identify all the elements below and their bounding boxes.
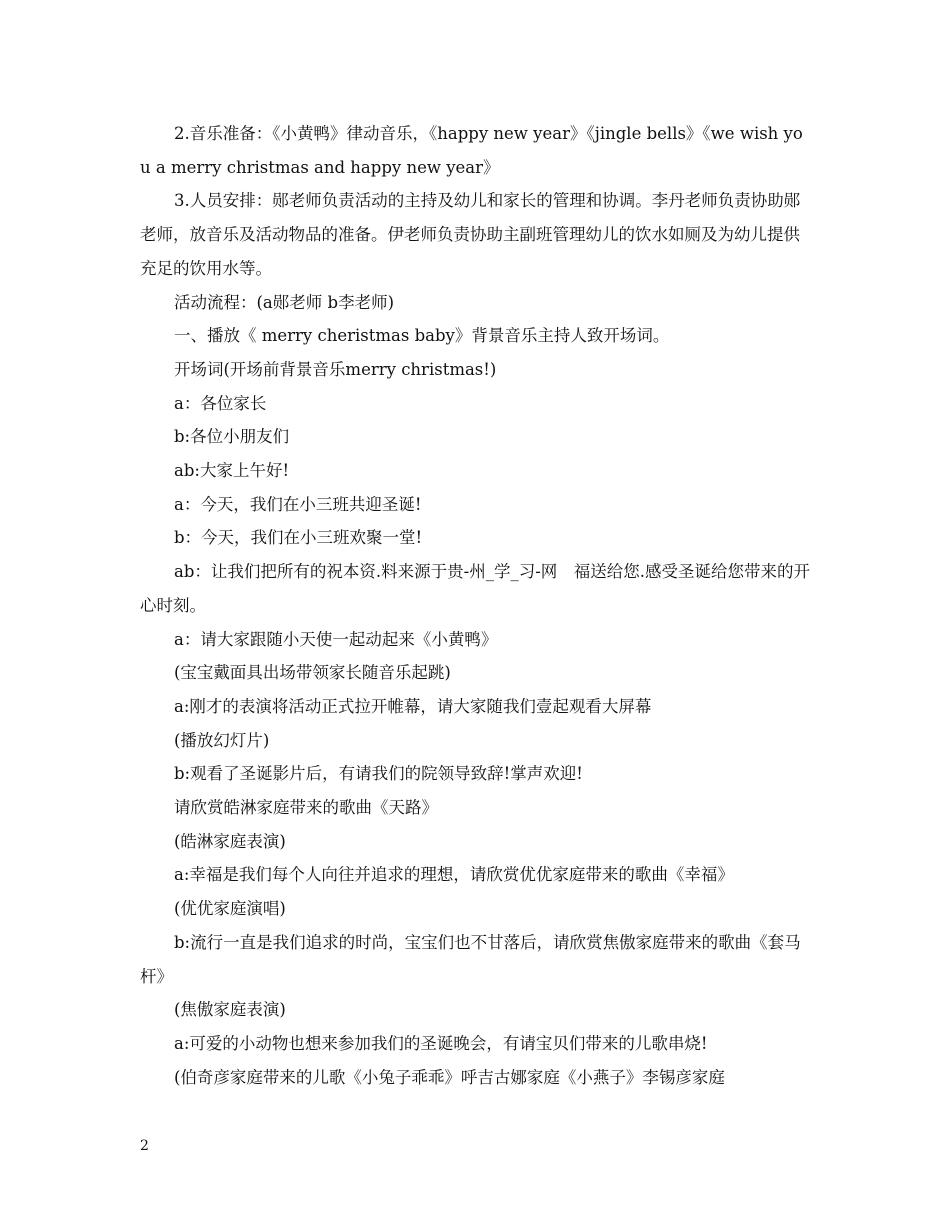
paragraph-line: a：请大家跟随小天使一起动起来《小黄鸭》	[174, 629, 498, 649]
paragraph-line: a：今天，我们在小三班共迎圣诞!	[174, 494, 422, 514]
paragraph-line: a:可爱的小动物也想来参加我们的圣诞晚会，有请宝贝们带来的儿歌串烧!	[174, 1033, 708, 1053]
paragraph-line: ab：让我们把所有的祝本资.料来源于贵-州_学_习-网 福送给您.感受圣诞给您带来的开心时刻。	[140, 562, 811, 615]
paragraph-line: b:各位小朋友们	[174, 427, 290, 447]
paragraph-line: (皓淋家庭表演)	[174, 831, 286, 851]
paragraph-activity-flow: 活动流程：(a郧老师 b李老师)	[174, 292, 395, 312]
paragraph-line: a：各位家长	[174, 393, 267, 413]
paragraph-line: b:观看了圣诞影片后，有请我们的院领导致辞!掌声欢迎!	[174, 764, 583, 784]
paragraph-line: (伯奇彦家庭带来的儿歌《小兔子乖乖》呼吉古娜家庭《小燕子》李锡彦家庭	[174, 1067, 725, 1087]
document-body	[140, 117, 812, 1094]
paragraph-staff-arrangement: 3.人员安排：郧老师负责活动的主持及幼儿和家长的管理和协调。李丹老师负责协助郧老师，放音乐及活动物品的准备。伊老师负责协助主副班管理幼儿的饮水如厕及为幼儿提供充足的饮用水等。	[140, 191, 801, 278]
paragraph-line: b:流行一直是我们追求的时尚，宝宝们也不甘落后，请欣赏焦傲家庭带来的歌曲《套马杆》	[140, 932, 801, 986]
paragraph-line: (宝宝戴面具出场带领家长随音乐起跳)	[174, 663, 451, 683]
paragraph-line: 请欣赏皓淋家庭带来的歌曲《天路》	[174, 798, 438, 818]
paragraph-line: (焦傲家庭表演)	[174, 1000, 286, 1020]
paragraph-line: (优优家庭演唱)	[174, 899, 286, 919]
paragraph-line: a:刚才的表演将活动正式拉开帷幕，请大家随我们壹起观看大屏幕	[174, 696, 652, 716]
paragraph-line: a:幸福是我们每个人向往并追求的理想，请欣赏优优家庭带来的歌曲《幸福》	[174, 865, 734, 885]
paragraph-opening-speech: 开场词(开场前背景音乐merry christmas!)	[174, 359, 497, 379]
paragraph-step-one: 一、播放《 merry cheristmas baby》背景音乐主持人致开场词。	[174, 326, 670, 346]
paragraph-line: b：今天，我们在小三班欢聚一堂!	[174, 528, 423, 548]
paragraph-music-prep: 2.音乐准备：《小黄鸭》律动音乐，《happy new year》《jingle bells》《we wish you a merry christmas and happy new year》	[140, 124, 803, 177]
paragraph-line: (播放幻灯片)	[174, 730, 270, 750]
page-number: 2	[140, 1138, 149, 1154]
paragraph-line: ab:大家上午好!	[174, 461, 290, 481]
